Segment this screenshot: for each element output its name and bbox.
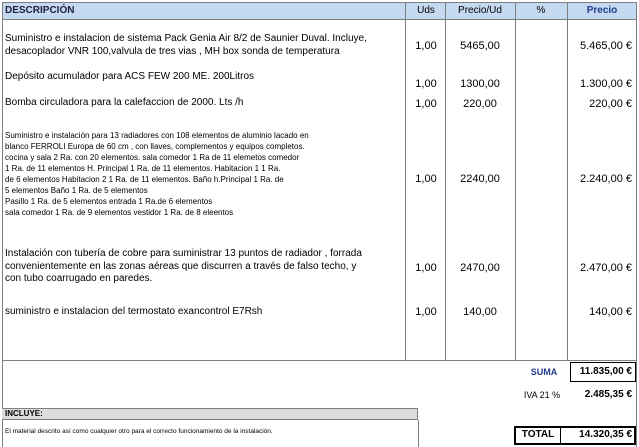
incluye-header	[2, 408, 418, 420]
iva-value: 2.485,35 €	[584, 389, 632, 400]
row-2-precio-ud: 1300,00	[460, 78, 500, 90]
total-value: 14.320,35 €	[579, 429, 632, 440]
row-2-precio: 1.300,00 €	[580, 78, 632, 90]
row-5-precio-ud: 2470,00	[460, 262, 500, 274]
grid-line	[2, 360, 637, 361]
row-1-line: Suministro e instalacion de sistema Pack Genia Air 8/2 de Saunier Duval. Incluye,	[5, 33, 367, 44]
header-pct: %	[536, 5, 546, 16]
suma-value: 11.835,00 €	[579, 366, 632, 377]
row-4-line: 5 elementos Baño 1 Ra. de 5 elementos	[5, 186, 148, 195]
row-3-precio: 220,00 €	[589, 98, 632, 110]
row-3-description	[5, 97, 403, 110]
row-1-precio-ud: 5465,00	[460, 40, 500, 52]
row-5-description	[5, 248, 403, 286]
grid-line	[405, 2, 406, 360]
header-descripcion: DESCRIPCIÓN	[5, 5, 75, 16]
header-uds: Uds	[417, 5, 435, 16]
row-5-line: Instalación con tubería de cobre para suministrar 13 puntos de radiador , forrada	[5, 248, 362, 259]
row-4-line: Pasillo 1 Ra. de 5 elementos entrada 1 Ra.de 6 elementos	[5, 197, 213, 206]
header-precio: Precio	[586, 5, 618, 16]
total-label: TOTAL	[521, 429, 555, 440]
row-4-line: 1 Ra. de 11 elementos H. Principal 1 Ra. de 11 elementos. Habitacion 1 1 Ra.	[5, 164, 281, 173]
row-4-uds: 1,00	[415, 173, 437, 185]
row-1-description	[5, 33, 403, 58]
iva-label: IVA 21 %	[523, 390, 561, 400]
row-3-precio-ud: 220,00	[463, 98, 497, 110]
row-4-precio-ud: 2240,00	[460, 173, 500, 185]
row-3-line: Bomba circuladora para la calefaccion de 2000. Lts /h	[5, 97, 244, 108]
grid-line	[636, 2, 637, 447]
grid-line	[515, 2, 516, 360]
row-4-line: cocina y sala 2 Ra. con 20 elementos. sala comedor 1 Ra de 11 elemetos comedor	[5, 153, 300, 162]
row-6-precio-ud: 140,00	[463, 306, 497, 318]
grid-line	[2, 2, 3, 447]
row-3-uds: 1,00	[415, 98, 437, 110]
row-4-line: Suministro e instalación para 13 radiadores con 108 elementos de aluminio lacado en	[5, 131, 309, 140]
total-divider	[560, 427, 561, 444]
header-precio-ud: Precio/Ud	[458, 5, 502, 16]
row-2-line: Depósito acumulador para ACS FEW 200 ME. 200Litros	[5, 71, 255, 82]
row-6-description	[5, 306, 403, 319]
row-4-line: blanco FERROLI Europa de 60 cm , con llaves, complementos y equipos completos.	[5, 142, 305, 151]
row-4-description	[5, 130, 403, 218]
row-4-line: de 6 elementos Habitacion 2 1 Ra. de 11 elementos. Baño h.Principal 1 Ra. de	[5, 175, 284, 184]
row-5-uds: 1,00	[415, 262, 437, 274]
row-2-description	[5, 71, 403, 84]
incluye-text: El material descrito así como cualquier otro para el correcto funcionamiento de la instalación.	[5, 428, 273, 435]
row-2-uds: 1,00	[415, 78, 437, 90]
row-4-line: sala comedor 1 Ra. de 9 elementos vestidor 1 Ra. de 8 eleentos	[5, 208, 234, 217]
row-1-precio: 5.465,00 €	[580, 40, 632, 52]
row-5-line: con tubo coarrugado en paredes.	[5, 273, 153, 284]
row-5-line: convenientemente en las zonas aéreas que discurren a través de falso techo, y	[5, 260, 357, 272]
row-5-precio: 2.470,00 €	[580, 262, 632, 274]
grid-line	[418, 420, 419, 447]
suma-label: SUMA	[530, 367, 558, 377]
incluye-label: INCLUYE:	[5, 409, 43, 418]
row-6-precio: 140,00 €	[589, 306, 632, 318]
row-4-precio: 2.240,00 €	[580, 173, 632, 185]
row-1-line: desacoplador VNR 100,valvula de tres vias , MH box sonda de temperatura	[5, 45, 340, 57]
row-1-uds: 1,00	[415, 40, 437, 52]
row-6-uds: 1,00	[415, 306, 437, 318]
row-6-line: suministro e instalacion del termostato exancontrol E7Rsh	[5, 306, 263, 317]
